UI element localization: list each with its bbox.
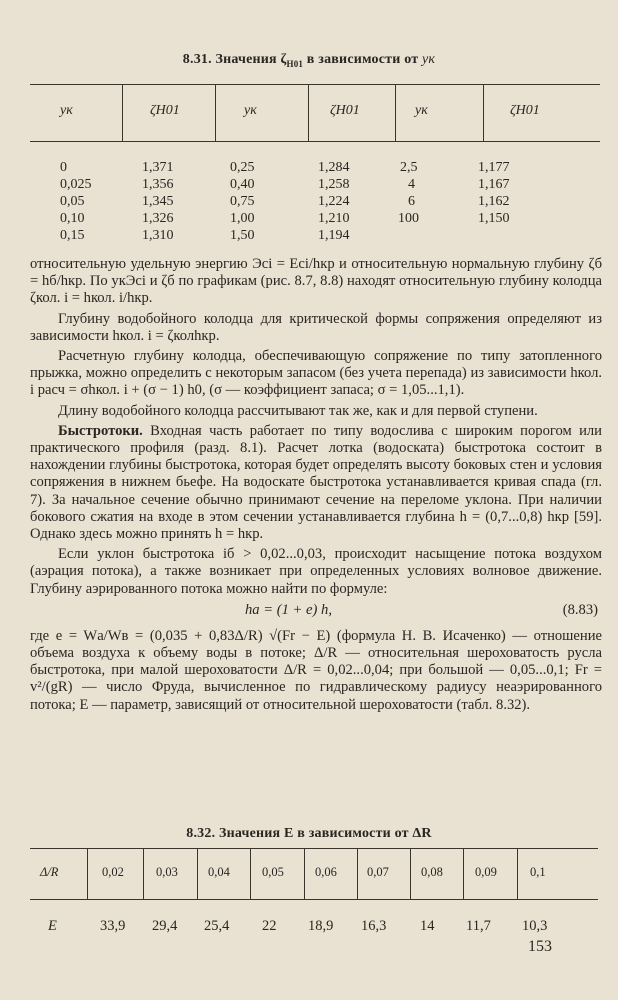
cell: 1,310 (142, 228, 174, 243)
formula-8-83 (30, 602, 602, 624)
caption-mid: в зависимости от (303, 52, 423, 67)
caption-var: yк (422, 52, 436, 67)
table-row (30, 211, 600, 228)
formula-number: (8.83) (562, 601, 598, 618)
cell: 0,40 (230, 177, 255, 192)
caption-prefix: 8.31. Значения ζ (182, 52, 287, 67)
paragraph: Длину водобойного колодца рассчитывают так же, как и для первой ступени. (58, 402, 538, 419)
cell: 33,9 (100, 918, 126, 934)
cell: 100 (398, 211, 419, 226)
column-divider (483, 85, 484, 141)
cell: 29,4 (152, 918, 178, 934)
row-label: E (48, 918, 57, 934)
column-divider (463, 849, 464, 899)
cell: 10,3 (522, 918, 548, 934)
column-divider (143, 849, 144, 899)
paragraph: где e = Wа/Wв = (0,035 + 0,83Δ/R) √(Fr − E) (формула Н. В. Исаченко) — отношение объема воздуха к объему воды в потоке; Δ/R — относительная шероховатость русла быстротока, при малой шероховатости Δ/R = 0,02...0,04; при большой — 0,05...0,1; Fr = v²/(gR) — число Фруда, вычисленное по гидравлическому радиусу неаэрированного потока; E — параметр, зависящий от относительной шероховатости (табл. 8.32). (30, 627, 602, 713)
cell: 0,025 (60, 177, 92, 192)
cell: 1,162 (478, 194, 510, 209)
cell: 1,371 (142, 160, 174, 175)
table-8-31-caption (0, 52, 618, 69)
table-header (30, 84, 600, 142)
cell: 0 (60, 160, 67, 175)
table-row (30, 177, 600, 194)
formula-expression: hа = (1 + e) h, (245, 601, 332, 618)
header-cell: ζH01 (510, 103, 540, 118)
header-cell: 0,06 (315, 865, 337, 879)
cell: 4 (408, 177, 415, 192)
column-divider (250, 849, 251, 899)
column-divider (215, 85, 216, 141)
column-divider (395, 85, 396, 141)
cell: 1,167 (478, 177, 510, 192)
cell: 1,224 (318, 194, 350, 209)
cell: 0,05 (60, 194, 85, 209)
cell: 25,4 (204, 918, 230, 934)
column-divider (357, 849, 358, 899)
cell: 1,50 (230, 228, 255, 243)
header-cell: yк (244, 103, 257, 118)
section-heading: Быстротоки. (58, 422, 143, 439)
cell: 0,25 (230, 160, 255, 175)
paragraph: Если уклон быстротока iб > 0,02...0,03, происходит насыщение потока воздухом (аэрация потока), а также возникает при определенных условиях волновое движение. Глубину аэрированного потока можно найти по формуле: (30, 546, 602, 597)
paragraph: относительную удельную энергию Эci = Eci/hкр и относительную нормальную глубину ζб = hб/hкр. По yкЭci и ζб по графикам (рис. 8.7, 8.8) находят относительную глубину колодца ζкол. i = hкол. i/hкр. (30, 256, 602, 307)
header-cell: ζH01 (330, 103, 360, 118)
cell: 16,3 (361, 918, 387, 934)
cell: 18,9 (308, 918, 334, 934)
cell: 1,345 (142, 194, 174, 209)
table-body (30, 160, 600, 250)
header-cell: 0,02 (102, 865, 124, 879)
header-cell: yк (60, 103, 73, 118)
main-text (30, 256, 602, 717)
header-cell: 0,03 (156, 865, 178, 879)
cell: 1,284 (318, 160, 350, 175)
column-divider (308, 85, 309, 141)
paragraph-body: Входная часть работает по типу водослива с широким порогом или практического профиля (разд. 8.1). Расчет лотка (водоската) быстротока состоит в нахождении глубины быстротока, которая будет определять высоту боковых стен и условия сопряжения в нижнем бьефе. На водоскате быстротока устанавливается кривая спада (гл. 7). За начальное сечение обычно принимают сечение на переломе уклона. При наличии бокового сжатия на входе в этом сечении устанавливается глубина h = (0,7...0,8) hкр [59]. Однако здесь можно принять h = hкр. (30, 422, 602, 543)
header-cell: 0,08 (421, 865, 443, 879)
column-divider (410, 849, 411, 899)
column-divider (122, 85, 123, 141)
page-number: 153 (528, 938, 552, 955)
paragraph: Глубину водобойного колодца для критической формы сопряжения определяют из зависимости hкол. i = ζколhкр. (30, 310, 602, 344)
cell: 1,258 (318, 177, 350, 192)
table-8-32 (30, 848, 598, 942)
cell: 1,194 (318, 228, 350, 243)
header-cell: 0,07 (367, 865, 389, 879)
cell: 0,15 (60, 228, 85, 243)
table-8-32-caption: 8.32. Значения E в зависимости от ΔR (186, 826, 432, 841)
header-cell: Δ/R (40, 865, 59, 879)
table-row (30, 160, 600, 177)
header-cell: yк (415, 103, 428, 118)
table-8-31 (30, 84, 600, 250)
cell: 14 (420, 918, 435, 934)
cell: 1,177 (478, 160, 510, 175)
cell: 22 (262, 918, 277, 934)
table-header (30, 848, 598, 900)
cell: 2,5 (400, 160, 418, 175)
cell: 11,7 (466, 918, 491, 934)
paragraph: Расчетную глубину колодца, обеспечивающую сопряжение по типу затопленного прыжка, можно определить с некоторым запасом (без учета перепада) из зависимости hкол. i расч = σhкол. i + (σ − 1) h0, (σ — коэффициент запаса; σ = 1,05...1,1). (30, 348, 602, 399)
table-row (30, 918, 598, 942)
column-divider (517, 849, 518, 899)
caption-sub: H01 (286, 58, 304, 69)
cell: 1,00 (230, 211, 255, 226)
cell: 0,75 (230, 194, 255, 209)
column-divider (304, 849, 305, 899)
cell: 6 (408, 194, 415, 209)
table-row (30, 228, 600, 245)
cell: 1,356 (142, 177, 174, 192)
paragraph-rapids (30, 423, 602, 543)
column-divider (87, 849, 88, 899)
header-cell: 0,1 (530, 865, 546, 879)
header-cell: 0,09 (475, 865, 497, 879)
header-cell: 0,04 (208, 865, 230, 879)
column-divider (197, 849, 198, 899)
header-cell: ζH01 (150, 103, 180, 118)
cell: 0,10 (60, 211, 85, 226)
cell: 1,210 (318, 211, 350, 226)
cell: 1,326 (142, 211, 174, 226)
header-cell: 0,05 (262, 865, 284, 879)
cell: 1,150 (478, 211, 510, 226)
table-row (30, 194, 600, 211)
